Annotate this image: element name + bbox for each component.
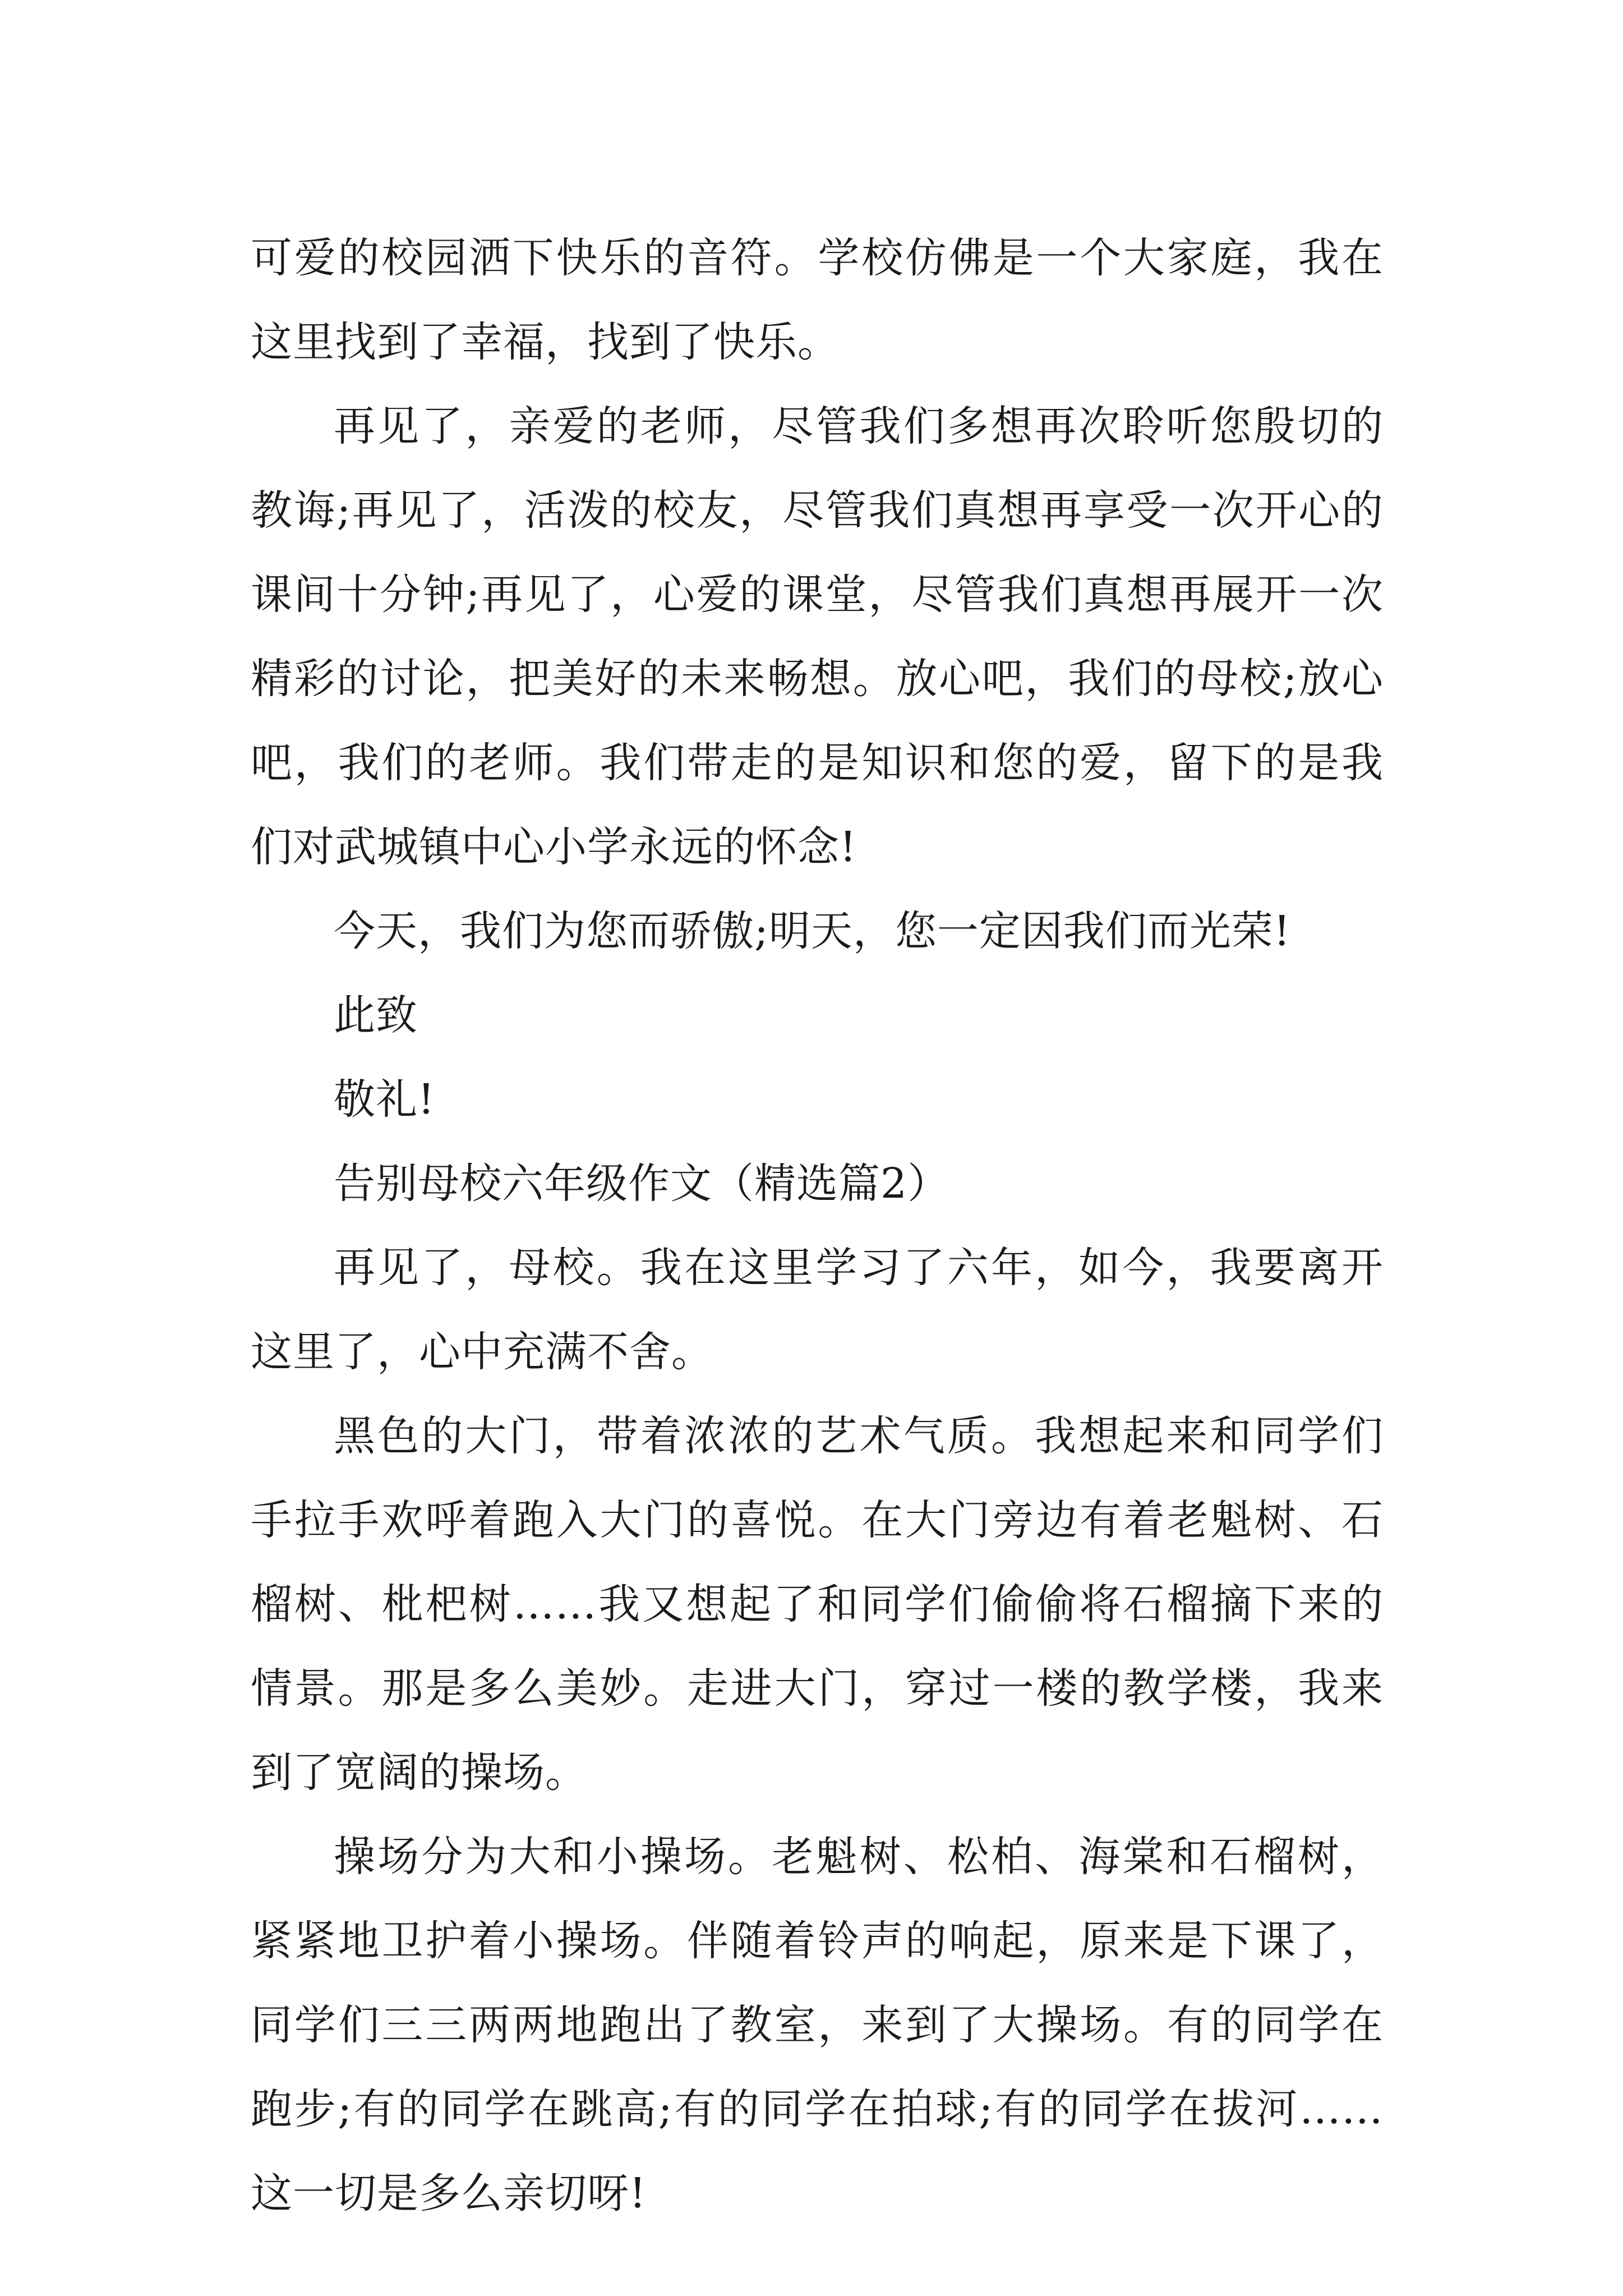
paragraph-5: 黑色的大门，带着浓浓的艺术气质。我想起来和同学们手拉手欢呼着跑入大门的喜悦。在大门旁边有着老魁树、石榴树、枇杷树……我又想起了和同学们偷偷将石榴摘下来的情景。那是多么美妙。走进大门，穿过一楼的教学楼，我来到了宽阔的操场。 bbox=[251, 1412, 1384, 1797]
closing-line: 敬礼! bbox=[334, 1075, 435, 1124]
paragraph-6: 操场分为大和小操场。老魁树、松柏、海棠和石榴树，紧紧地卫护着小操场。伴随着铃声的响起，原来是下课了，同学们三三两两地跑出了教室，来到了大操场。有的同学在跑步;有的同学在跳高;有的同学在拍球;有的同学在拔河……这一切是多么亲切呀! bbox=[251, 1833, 1384, 2217]
document-body bbox=[251, 216, 1384, 2235]
paragraph-1: 可爱的校园洒下快乐的音符。学校仿佛是一个大家庭，我在这里找到了幸福，找到了快乐。 bbox=[251, 234, 1384, 366]
paragraph-3: 今天，我们为您而骄傲;明天，您一定因我们而光荣! bbox=[334, 907, 1291, 955]
section-heading: 告别母校六年级作文（精选篇2） bbox=[334, 1159, 950, 1208]
paragraph-4: 再见了，母校。我在这里学习了六年，如今，我要离开这里了，心中充满不舍。 bbox=[251, 1244, 1384, 1376]
paragraph-2: 再见了，亲爱的老师，尽管我们多想再次聆听您殷切的教诲;再见了，活泼的校友，尽管我们真想再享受一次开心的课间十分钟;再见了，心爱的课堂，尽管我们真想再展开一次精彩的讨论，把美好的未来畅想。放心吧，我们的母校;放心吧，我们的老师。我们带走的是知识和您的爱，留下的是我们对武城镇中心小学永远的怀念! bbox=[251, 402, 1384, 871]
salutation-line: 此致 bbox=[334, 991, 418, 1039]
